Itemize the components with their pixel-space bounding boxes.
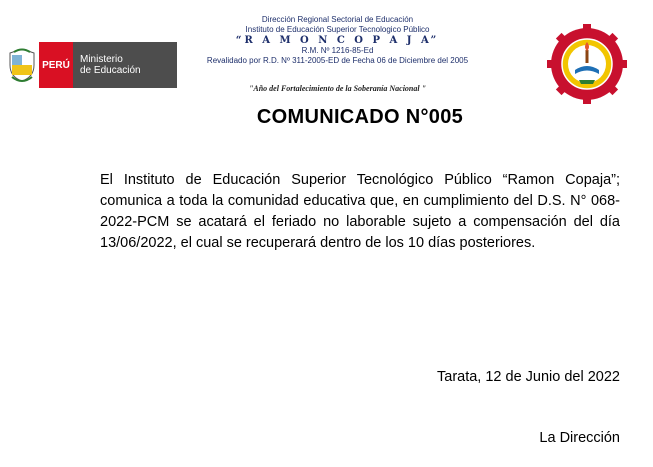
ministry-logo [8, 40, 180, 90]
ministry-line-1: Ministerio [80, 54, 123, 65]
institution-header [175, 15, 500, 66]
peru-label: PERÚ [39, 42, 73, 88]
page-title: COMUNICADO N°005 [256, 106, 464, 128]
year-motto: "Año del Fortalecimiento de la Soberanía Nacional " [248, 84, 427, 93]
ministry-line-2: de Educación [80, 65, 141, 76]
header-resolution: R.M. Nº 1216-85-Ed [301, 46, 374, 55]
header-institute-type: Instituto de Educación Superior Tecnologico Público [245, 25, 430, 34]
header-regional-direction: Dirección Regional Sectorial de Educación [261, 15, 414, 24]
header-revalidation: Revalidado por R.D. Nº 311-2005-ED de Fecha 06 de Diciembre del 2005 [206, 56, 469, 65]
peru-coat-of-arms-icon [8, 47, 36, 83]
signature: La Dirección [539, 430, 620, 446]
announcement-body: El Instituto de Educación Superior Tecnológico Público “Ramon Copaja”; comunica a toda la comunidad educativa que, en cumplimiento del D.S. N° 068-2022-PCM se acatará el feriado no laborable sujeto a compensación del día 13/06/2022, el cual se recuperará dentro de los 10 días posteriores. [100, 172, 620, 251]
ministry-label [73, 42, 177, 88]
institute-seal-icon [547, 24, 627, 104]
date-line: Tarata, 12 de Junio del 2022 [437, 369, 620, 385]
header-institute-name: “R A M O N C O P A J A” [235, 35, 440, 46]
